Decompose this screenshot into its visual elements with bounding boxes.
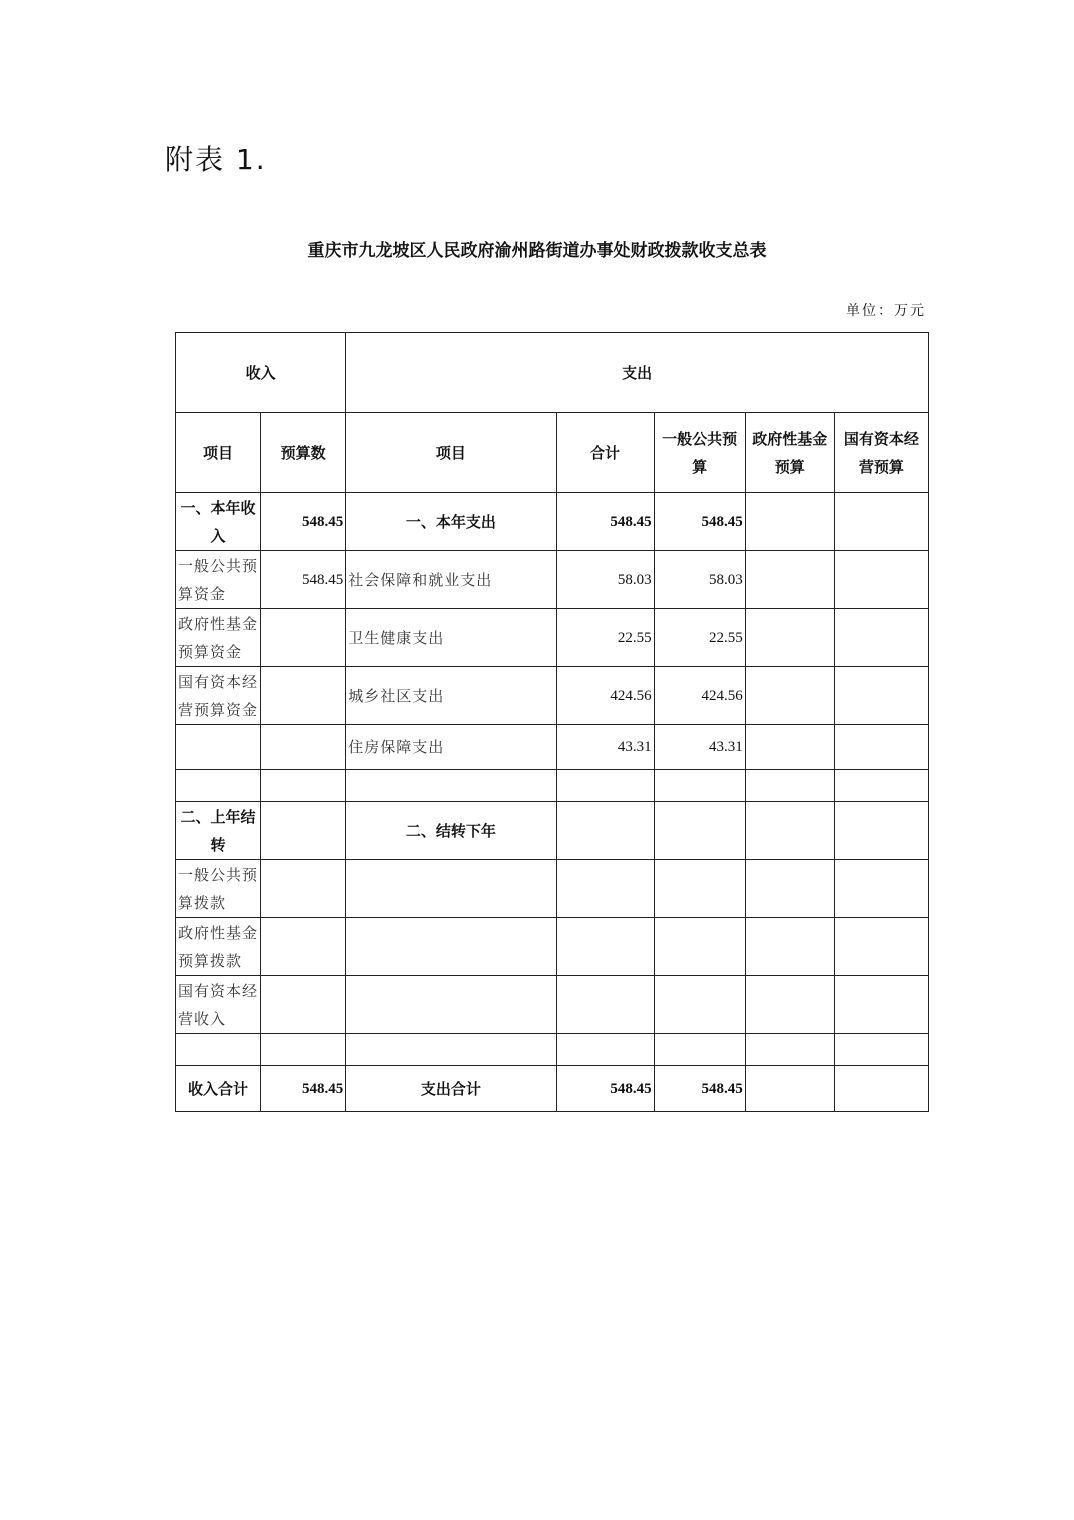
unit-label: 单位：万元 — [846, 303, 926, 319]
expense-total: 548.45 — [556, 493, 654, 551]
expense-total-label: 支出合计 — [346, 1066, 556, 1112]
col-header: 一般公共预算 — [654, 413, 745, 493]
income-item: 一、本年收入 — [176, 493, 261, 551]
expense-fund — [745, 802, 834, 860]
expense-total: 548.45 — [556, 1066, 654, 1112]
income-item: 国有资本经营收入 — [176, 976, 261, 1034]
expense-general — [654, 770, 745, 802]
expense-fund — [745, 725, 834, 770]
table-row — [176, 1034, 929, 1066]
col-header: 国有资本经营预算 — [834, 413, 928, 493]
income-item — [176, 770, 261, 802]
table-row — [176, 609, 929, 667]
income-item: 政府性基金预算资金 — [176, 609, 261, 667]
appendix-heading: 附表 1. — [165, 143, 267, 176]
income-amount — [261, 770, 346, 802]
income-item: 二、上年结转 — [176, 802, 261, 860]
expense-item: 二、结转下年 — [346, 802, 556, 860]
table-row — [176, 770, 929, 802]
expense-fund — [745, 493, 834, 551]
income-amount — [261, 802, 346, 860]
expense-item — [346, 1034, 556, 1066]
table-row — [176, 493, 929, 551]
expense-general — [654, 860, 745, 918]
budget-table — [175, 332, 929, 1112]
expense-general: 22.55 — [654, 609, 745, 667]
income-amount — [261, 860, 346, 918]
expense-fund — [745, 1066, 834, 1112]
table-row — [176, 725, 929, 770]
expense-item — [346, 770, 556, 802]
income-total-label: 收入合计 — [176, 1066, 261, 1112]
expense-general: 548.45 — [654, 1066, 745, 1112]
income-amount — [261, 918, 346, 976]
col-header: 合计 — [556, 413, 654, 493]
income-item — [176, 1034, 261, 1066]
income-amount — [261, 1034, 346, 1066]
expense-item: 住房保障支出 — [346, 725, 556, 770]
expense-item: 社会保障和就业支出 — [346, 551, 556, 609]
income-item: 国有资本经营预算资金 — [176, 667, 261, 725]
totals-row — [176, 1066, 929, 1112]
expense-capital — [834, 860, 928, 918]
col-header: 项目 — [346, 413, 556, 493]
expense-item — [346, 976, 556, 1034]
expense-capital — [834, 770, 928, 802]
expense-item — [346, 860, 556, 918]
income-item: 一般公共预算拨款 — [176, 860, 261, 918]
expense-capital — [834, 609, 928, 667]
expense-fund — [745, 1034, 834, 1066]
expense-general — [654, 802, 745, 860]
expense-capital — [834, 493, 928, 551]
expense-item — [346, 918, 556, 976]
expense-fund — [745, 609, 834, 667]
expense-total: 43.31 — [556, 725, 654, 770]
table-row — [176, 551, 929, 609]
expense-fund — [745, 770, 834, 802]
expense-total — [556, 976, 654, 1034]
expense-capital — [834, 725, 928, 770]
income-item: 政府性基金预算拨款 — [176, 918, 261, 976]
table-row — [176, 860, 929, 918]
income-amount: 548.45 — [261, 493, 346, 551]
table-row — [176, 976, 929, 1034]
expense-fund — [745, 918, 834, 976]
expense-general — [654, 1034, 745, 1066]
expense-capital — [834, 551, 928, 609]
income-amount — [261, 667, 346, 725]
income-item: 一般公共预算资金 — [176, 551, 261, 609]
expense-total — [556, 860, 654, 918]
expense-general: 58.03 — [654, 551, 745, 609]
expense-header: 支出 — [346, 333, 929, 413]
income-amount — [261, 609, 346, 667]
table-row — [176, 918, 929, 976]
expense-total — [556, 918, 654, 976]
expense-total: 22.55 — [556, 609, 654, 667]
expense-general: 424.56 — [654, 667, 745, 725]
col-header: 政府性基金预算 — [745, 413, 834, 493]
income-header: 收入 — [176, 333, 346, 413]
expense-item: 卫生健康支出 — [346, 609, 556, 667]
expense-capital — [834, 1066, 928, 1112]
expense-fund — [745, 667, 834, 725]
table-row — [176, 667, 929, 725]
expense-item: 一、本年支出 — [346, 493, 556, 551]
expense-general — [654, 918, 745, 976]
col-header: 项目 — [176, 413, 261, 493]
income-amount: 548.45 — [261, 551, 346, 609]
col-header: 预算数 — [261, 413, 346, 493]
table-row — [176, 802, 929, 860]
expense-fund — [745, 551, 834, 609]
income-total-amount: 548.45 — [261, 1066, 346, 1112]
income-amount — [261, 976, 346, 1034]
group-header-row — [176, 333, 929, 413]
expense-fund — [745, 976, 834, 1034]
expense-fund — [745, 860, 834, 918]
expense-total — [556, 770, 654, 802]
expense-total: 424.56 — [556, 667, 654, 725]
table-title: 重庆市九龙坡区人民政府渝州路街道办事处财政拨款收支总表 — [307, 241, 767, 260]
expense-capital — [834, 802, 928, 860]
column-header-row — [176, 413, 929, 493]
expense-capital — [834, 1034, 928, 1066]
expense-capital — [834, 667, 928, 725]
income-item — [176, 725, 261, 770]
expense-general — [654, 976, 745, 1034]
expense-total: 58.03 — [556, 551, 654, 609]
expense-total — [556, 1034, 654, 1066]
income-amount — [261, 725, 346, 770]
expense-general: 43.31 — [654, 725, 745, 770]
expense-capital — [834, 976, 928, 1034]
expense-item: 城乡社区支出 — [346, 667, 556, 725]
expense-total — [556, 802, 654, 860]
expense-general: 548.45 — [654, 493, 745, 551]
expense-capital — [834, 918, 928, 976]
